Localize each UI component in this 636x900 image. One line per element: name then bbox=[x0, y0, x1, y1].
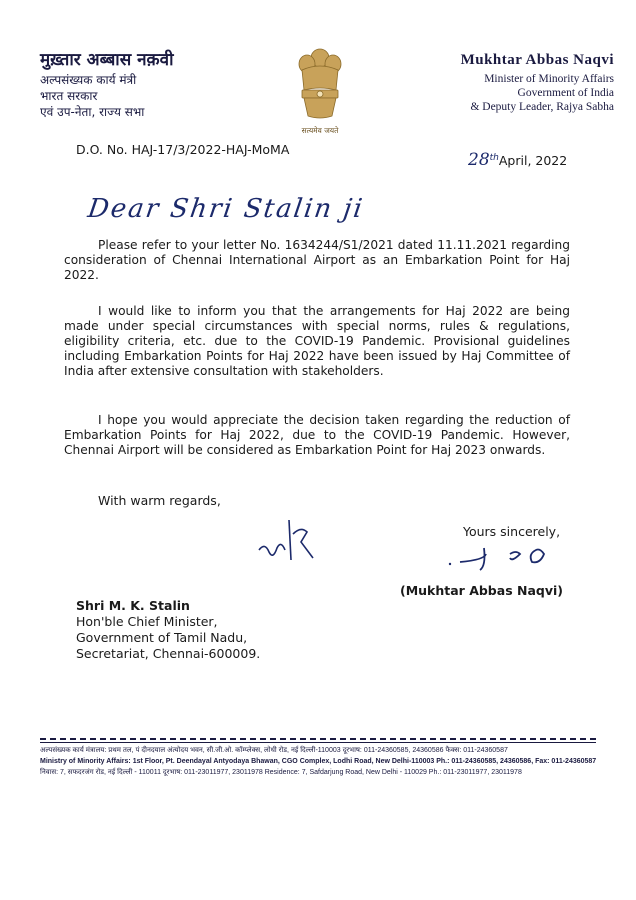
sign-off: Yours sincerely, bbox=[463, 524, 561, 539]
emblem-motto: सत्यमेव जयते bbox=[301, 126, 339, 135]
hindi-designation-3: एवं उप-नेता, राज्य सभा bbox=[40, 105, 145, 119]
national-emblem bbox=[290, 44, 350, 136]
hindi-name: मुख़्तार अब्बास नक़वी bbox=[40, 50, 174, 70]
addressee-line-1: Hon'ble Chief Minister, bbox=[76, 614, 218, 629]
letter-date bbox=[468, 150, 567, 170]
handwritten-scribble-icon bbox=[255, 512, 325, 572]
footer-residence: निवास: 7, सफदरजंग रोड, नई दिल्ली - 110011 दूरभाष: 011-23011977, 23011978 Residence: 7, Safdarjung Road, New Delhi - 110029 Ph.: 011-23011977, 23011978 bbox=[40, 769, 522, 776]
date-superscript: th bbox=[489, 152, 499, 163]
signatory-name: (Mukhtar Abbas Naqvi) bbox=[400, 583, 563, 598]
emblem-icon bbox=[290, 44, 350, 124]
handwritten-salutation: Dear Shri Stalin ji bbox=[85, 194, 366, 224]
footer-divider bbox=[40, 738, 596, 740]
english-designation-1: Minister of Minority Affairs bbox=[484, 73, 614, 85]
signature-icon bbox=[440, 540, 580, 576]
paragraph-3: I hope you would appreciate the decision taken regarding the reduction of Embarkation Points for Haj 2022, due to the COVID-19 Pandemic. However, Chennai Airport will be considered as Embarkation Point for Haj 2023 onwards. bbox=[64, 413, 570, 457]
paragraph-1: Please refer to your letter No. 1634244/S1/2021 dated 11.11.2021 regarding consideration of Chennai International Airport as an Embarkation Point for Haj 2022. bbox=[64, 238, 570, 282]
date-month-year: April, 2022 bbox=[498, 153, 568, 168]
addressee-line-2: Government of Tamil Nadu, bbox=[76, 630, 248, 645]
reference-number: D.O. No. HAJ-17/3/2022-HAJ-MoMA bbox=[76, 142, 290, 157]
addressee-name: Shri M. K. Stalin bbox=[76, 598, 190, 613]
hindi-designation-1: अल्पसंख्यक कार्य मंत्री bbox=[40, 73, 137, 87]
footer-rule bbox=[40, 742, 596, 743]
hindi-designation-2: भारत सरकार bbox=[40, 89, 98, 103]
english-designation-3: & Deputy Leader, Rajya Sabha bbox=[470, 101, 614, 113]
english-designation-2: Government of India bbox=[517, 87, 614, 99]
footer-address-hindi: अल्पसंख्यक कार्य मंत्रालय: प्रथम तल, पं दीनदयाल अंत्योदय भवन, सी.जी.ओ. कॉम्प्लेक्स, लोधी रोड, नई दिल्ली-110003 दूरभाष: 011-24360585, 24360586 फैक्स: 011-24360587 bbox=[40, 747, 508, 754]
addressee-line-3: Secretariat, Chennai-600009. bbox=[76, 646, 261, 661]
closing-phrase: With warm regards, bbox=[98, 493, 221, 508]
date-day-handwritten: 28 bbox=[468, 150, 490, 170]
english-name: Mukhtar Abbas Naqvi bbox=[460, 52, 614, 68]
footer-address-english: Ministry of Minority Affairs: 1st Floor, Pt. Deendayal Antyodaya Bhawan, CGO Complex, Lodhi Road, New Delhi-110003 Ph.: 011-24360585, 24360586, Fax: 011-24360587 bbox=[40, 758, 597, 765]
paragraph-2: I would like to inform you that the arrangements for Haj 2022 are being made under special circumstances with special norms, rules & regulations, eligibility criteria, etc. due to the COVID-19 Pandemic. Provisional guidelines including Embarkation Points for Haj 2022 have been issued by Haj Committee of India after extensive consultation with stakeholders. bbox=[64, 304, 570, 378]
